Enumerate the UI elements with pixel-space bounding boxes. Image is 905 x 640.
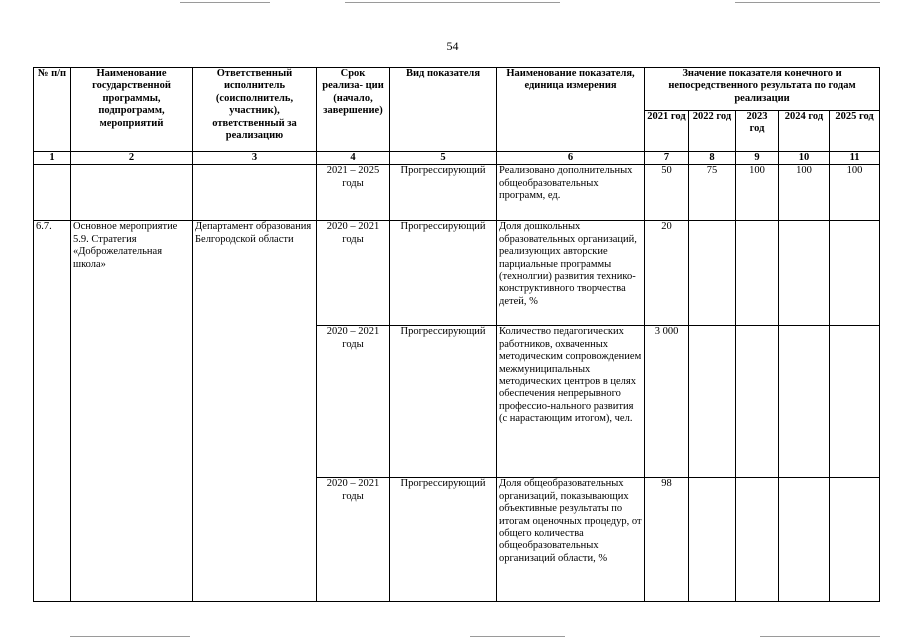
header-indicator-type: Вид показателя	[390, 68, 497, 152]
row-term: 2020 – 2021 годы	[317, 478, 390, 602]
row-value-2025: 100	[830, 165, 880, 221]
row-value-2021: 98	[645, 478, 689, 602]
row-term: 2021 – 2025 годы	[317, 165, 390, 221]
header-indicator-name: Наименование показателя, единица измерения	[497, 68, 645, 152]
scan-edge-line	[70, 636, 190, 637]
header-year-2024: 2024 год	[779, 111, 830, 152]
row-num	[34, 165, 71, 221]
header-executor: Ответственный исполнитель (соисполнитель, участник), ответственный за реализацию	[193, 68, 317, 152]
column-number: 4	[317, 152, 390, 165]
column-number: 1	[34, 152, 71, 165]
row-value-2022	[689, 478, 736, 602]
row-indicator-type: Прогрессирующий	[390, 221, 497, 326]
scan-edge-line	[345, 2, 560, 3]
row-program-name: Основное мероприятие 5.9. Стратегия «Доброжелательная школа»	[71, 221, 193, 602]
column-number: 10	[779, 152, 830, 165]
column-number: 2	[71, 152, 193, 165]
table-row	[34, 165, 880, 221]
column-number: 9	[736, 152, 779, 165]
row-value-2022: 75	[689, 165, 736, 221]
row-indicator-name: Доля общеобразовательных организаций, показывающих объективные результаты по итогам оценочных процедур, от общего количества общеобразовательных организаций области, %	[497, 478, 645, 602]
column-number: 8	[689, 152, 736, 165]
row-indicator-type: Прогрессирующий	[390, 326, 497, 478]
row-indicator-name: Количество педагогических работников, охваченных методическим сопровождением межмуниципальных методических центров в целях обеспечения непрерывного профессио-нального развития (с нарастающим итогом), чел.	[497, 326, 645, 478]
row-indicator-name: Реализовано дополнительных общеобразовательных программ, ед.	[497, 165, 645, 221]
column-number: 5	[390, 152, 497, 165]
row-value-2025	[830, 326, 880, 478]
row-term: 2020 – 2021 годы	[317, 326, 390, 478]
row-value-2023	[736, 478, 779, 602]
row-term: 2020 – 2021 годы	[317, 221, 390, 326]
row-executor: Департамент образования Белгородской области	[193, 221, 317, 602]
row-value-2022	[689, 326, 736, 478]
scan-edge-line	[470, 636, 565, 637]
indicator-table	[33, 67, 880, 602]
row-value-2025	[830, 478, 880, 602]
row-program-name	[71, 165, 193, 221]
row-value-2024	[779, 478, 830, 602]
row-value-2024	[779, 326, 830, 478]
column-number: 6	[497, 152, 645, 165]
row-num: 6.7.	[34, 221, 71, 602]
row-value-2021: 3 000	[645, 326, 689, 478]
scan-edge-line	[735, 2, 880, 3]
header-program-name: Наименование государственной программы, подпрограмм, мероприятий	[71, 68, 193, 152]
row-value-2023	[736, 221, 779, 326]
row-executor	[193, 165, 317, 221]
row-value-2024: 100	[779, 165, 830, 221]
column-number: 3	[193, 152, 317, 165]
header-year-2022: 2022 год	[689, 111, 736, 152]
column-number: 7	[645, 152, 689, 165]
scan-edge-line	[760, 636, 880, 637]
header-year-2023: 2023 год	[736, 111, 779, 152]
header-year-2021: 2021 год	[645, 111, 689, 152]
row-value-2024	[779, 221, 830, 326]
row-indicator-name: Доля дошкольных образовательных организаций, реализующих авторские парциальные программы (технолгии) развития технико-конструктивного творчества детей, %	[497, 221, 645, 326]
header-term: Срок реализа- ции (начало, завершение)	[317, 68, 390, 152]
scan-edge-line	[180, 2, 270, 3]
page-number: 54	[446, 39, 459, 53]
row-indicator-type: Прогрессирующий	[390, 478, 497, 602]
row-value-2022	[689, 221, 736, 326]
header-values-group: Значение показателя конечного и непосредственного результата по годам реализации	[645, 68, 880, 111]
header-num: № п/п	[34, 68, 71, 152]
row-value-2023: 100	[736, 165, 779, 221]
column-number-row	[34, 152, 880, 165]
column-number: 11	[830, 152, 880, 165]
table-row	[34, 221, 880, 326]
row-value-2023	[736, 326, 779, 478]
header-year-2025: 2025 год	[830, 111, 880, 152]
row-value-2021: 20	[645, 221, 689, 326]
row-indicator-type: Прогрессирующий	[390, 165, 497, 221]
row-value-2021: 50	[645, 165, 689, 221]
row-value-2025	[830, 221, 880, 326]
